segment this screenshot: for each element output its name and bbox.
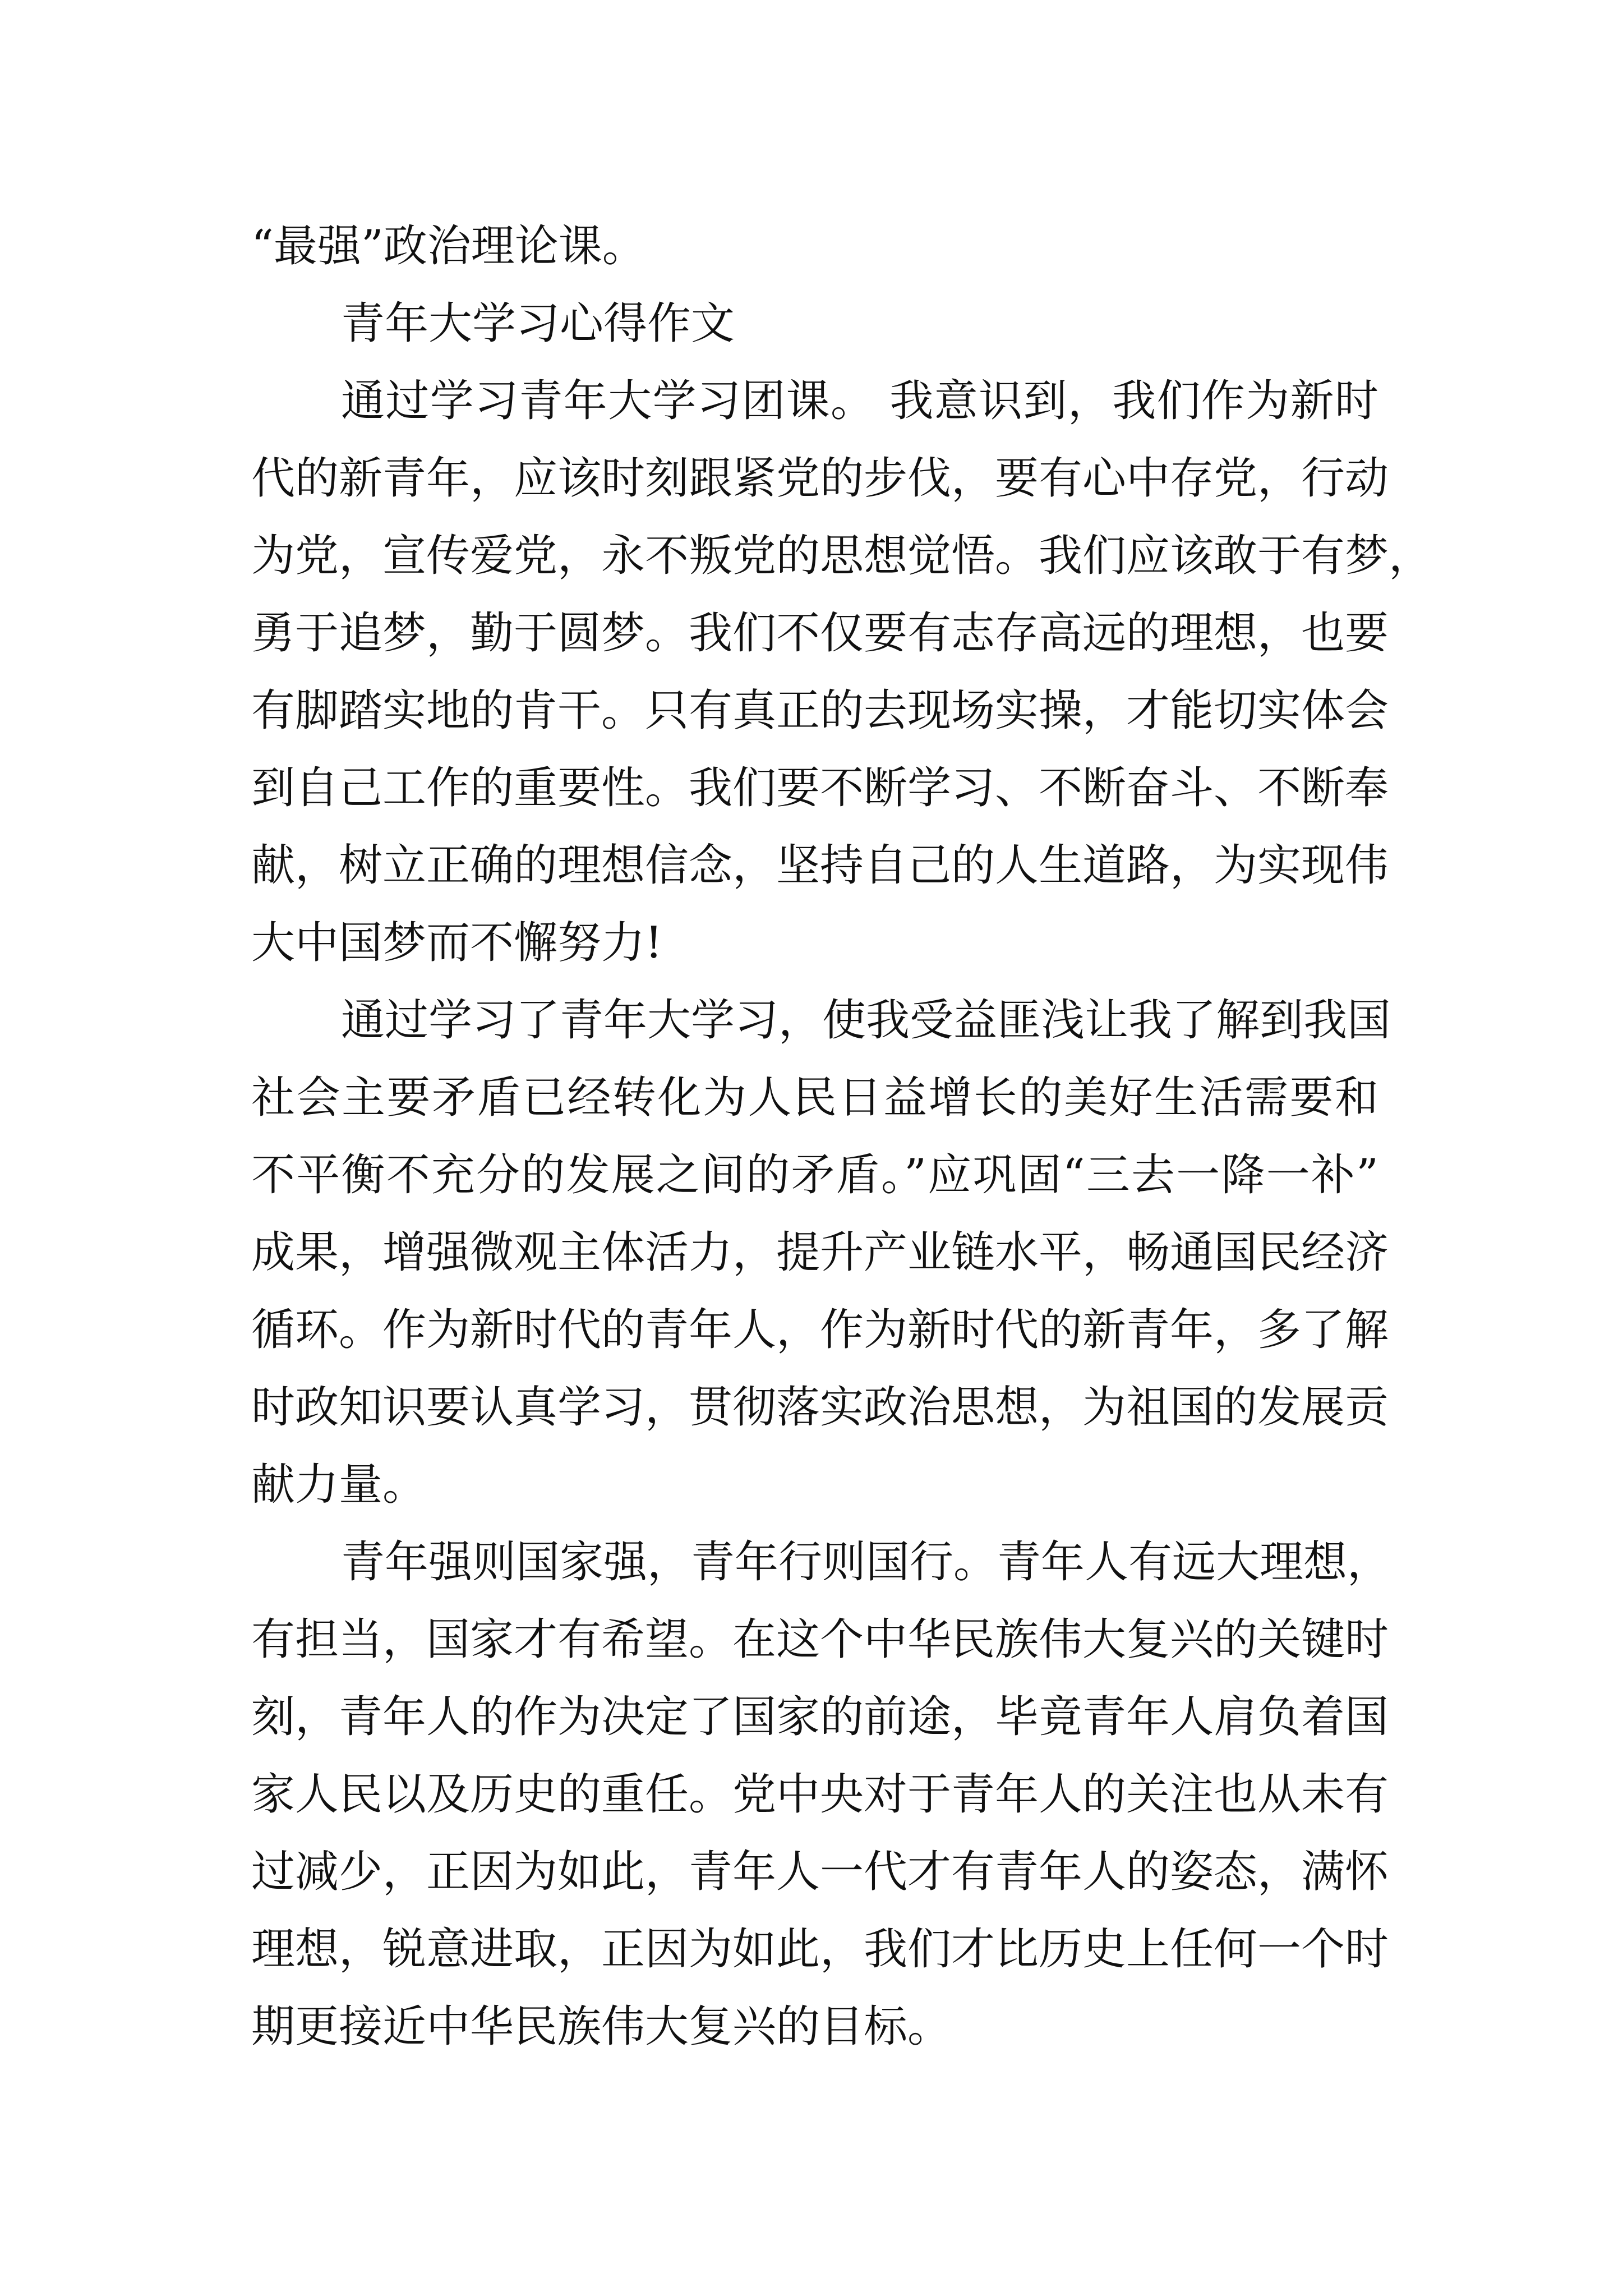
text-line: 为党，宣传爱党，永不叛党的思想觉悟。我们应该敢于有梦， (251, 531, 1433, 581)
text-line: 家人民以及历史的重任。党中央对于青年人的关注也从未有 (251, 1769, 1389, 1820)
essay-title: 青年大学习心得作文 (341, 298, 735, 349)
document-body (251, 208, 1433, 2065)
text-line: 青年强则国家强，青年行则国行。青年人有远大理想， (341, 1537, 1391, 1588)
text-line: 不平衡不充分的发展之间的矛盾。”应巩固“三去一降一补” (251, 1150, 1378, 1200)
text-line: 到自己工作的重要性。我们要不断学习、不断奋斗、不断奉 (251, 763, 1389, 813)
text-line: 大中国梦而不懈努力! (251, 918, 663, 968)
text-line: 期更接近中华民族伟大复兴的目标。 (251, 2001, 952, 2052)
text-line: 刻，青年人的作为决定了国家的前途，毕竟青年人肩负着国 (251, 1692, 1389, 1742)
text-line: 有脚踏实地的肯干。只有真正的去现场实操，才能切实体会 (251, 685, 1389, 736)
text-line: 理想，锐意进取，正因为如此，我们才比历史上任何一个时 (251, 1924, 1389, 1975)
text-line: 勇于追梦，勤于圆梦。我们不仅要有志存高远的理想，也要 (251, 608, 1389, 659)
text-line: 代的新青年，应该时刻跟紧党的步伐，要有心中存党，行动 (251, 453, 1389, 504)
text-line: “最强”政治理论课。 (251, 221, 646, 272)
text-line: 有担当，国家才有希望。在这个中华民族伟大复兴的关键时 (251, 1614, 1389, 1665)
text-line: 成果，增强微观主体活力，提升产业链水平，畅通国民经济 (251, 1227, 1389, 1278)
text-line: 献力量。 (251, 1460, 427, 1510)
text-line: 社会主要矛盾已经转化为人民日益增长的美好生活需要和 (251, 1073, 1378, 1123)
text-line: 献，树立正确的理想信念，坚持自己的人生道路，为实现伟 (251, 840, 1389, 891)
text-line: 时政知识要认真学习，贯彻落实政治思想，为祖国的发展贡 (251, 1382, 1389, 1433)
text-line: 过减少，正因为如此，青年人一代才有青年人的姿态，满怀 (251, 1847, 1389, 1897)
text-line: 循环。作为新时代的青年人，作为新时代的新青年，多了解 (251, 1305, 1389, 1355)
text-line: 通过学习了青年大学习，使我受益匪浅让我了解到我国 (341, 995, 1391, 1046)
text-line: 通过学习青年大学习团课。 我意识到，我们作为新时 (341, 376, 1378, 426)
